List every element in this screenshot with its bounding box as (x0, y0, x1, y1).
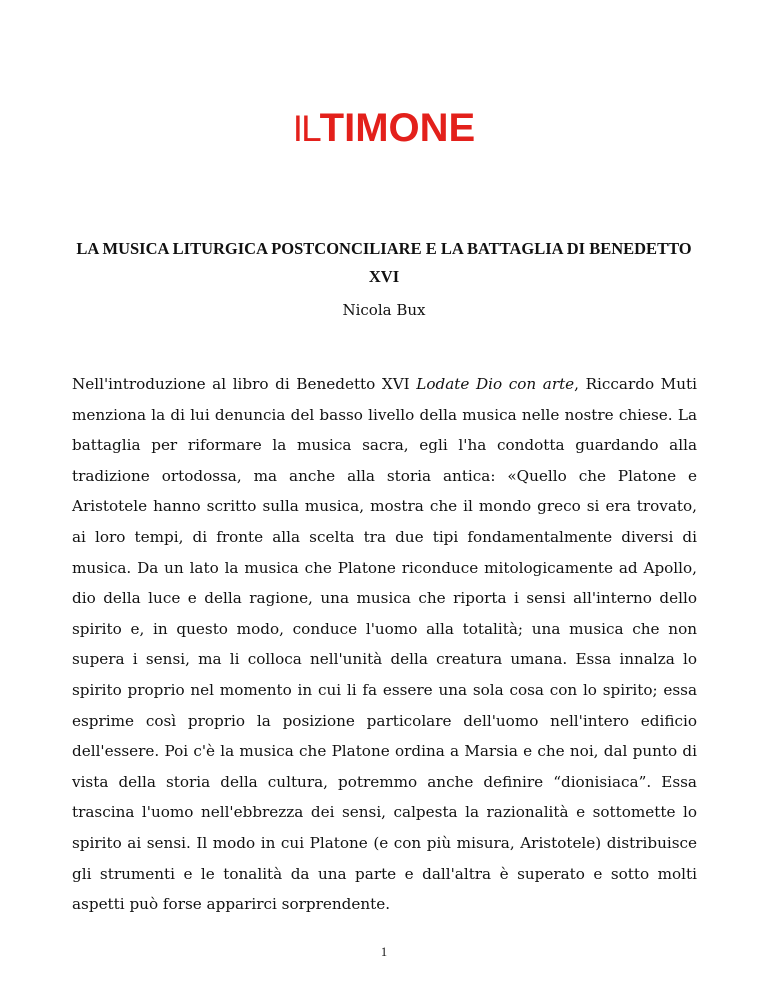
page-number: 1 (380, 945, 388, 959)
logo-timone-text: TIMONE (319, 106, 476, 150)
paragraph-text-rest: , Riccardo Muti menziona la di lui denuncia del basso livello della musica nelle nostre chiese. La battaglia per riformare la musica sacra, egli l'ha condotta guardando alla tradizione ortodossa, ma anche alla storia antica: «Quello che Platone e Aristotele hanno scritto sulla musica, mostra che il mondo greco si era trovato, ai loro tempi, di fronte alla scelta tra due tipi fondamentalmente diversi di musica. Da un lato la musica che Platone riconduce mitologicamente ad Apollo, dio della luce e della ragione, una musica che riporta i sensi all'interno dello spirito e, in questo modo, conduce l'uomo alla totalità; una musica che non supera i sensi, ma li colloca nell'unità della creatura umana. Essa innalza lo spirito proprio nel momento in cui li fa essere una sola cosa con lo spirito; essa esprime così proprio la posizione particolare dell'uomo nell'intero edificio dell'essere. Poi c'è la musica che Platone ordina a Marsia e che noi, dal punto di vista della storia della cultura, potremmo anche definire “dionisiaca”. Essa trascina l'uomo nell'ebbrezza dei sensi, calpesta la razionalità e sottomette lo spirito ai sensi. Il modo in cui Platone (e con più misura, Aristotele) distribuisce gli strumenti e le tonalità da una parte e dall'altra è superato e sotto molti aspetti può forse apparirci sorprendente. (72, 375, 697, 914)
logo-il-text: IL (292, 108, 320, 149)
article-author: Nicola Bux (342, 301, 426, 319)
article-title: LA MUSICA LITURGICA POSTCONCILIARE E LA BATTAGLIA DI BENEDETTO XVI (76, 239, 692, 286)
il-timone-logo (0, 108, 768, 148)
paragraph-text-start: Nell'introduzione al libro di Benedetto XVI (72, 375, 417, 393)
article-paragraph (72, 369, 697, 920)
book-title-italic: Lodate Dio con arte (416, 375, 575, 393)
